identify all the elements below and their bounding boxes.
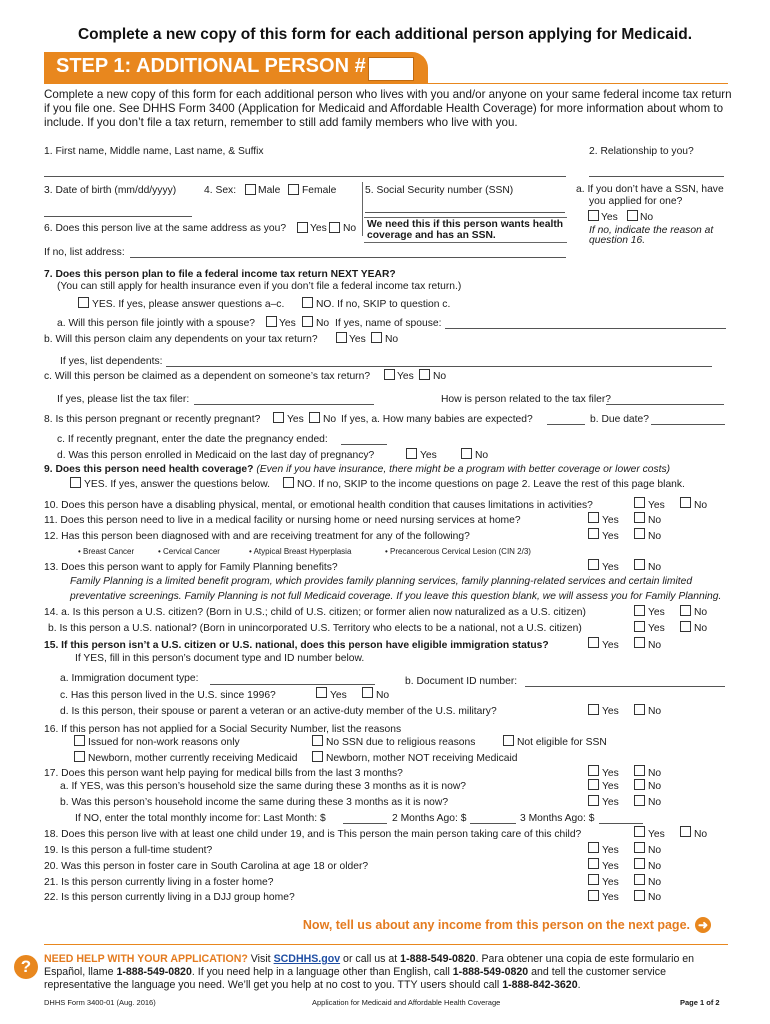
q12-item-breast-cancer: • Breast Cancer: [78, 547, 135, 556]
q20-label: 20. Was this person in foster care in South Carolina at age 18 or older?: [44, 861, 369, 872]
q21-yes-label: Yes: [602, 877, 619, 888]
q8c-label: c. If recently pregnant, enter the date the pregnancy ended:: [57, 434, 328, 445]
q21-yes-checkbox[interactable]: [588, 874, 599, 885]
since-1996-no-checkbox[interactable]: [362, 687, 373, 698]
q18-no-label: No: [694, 829, 708, 840]
q12-item-hyperplasia: • Atypical Breast Hyperplasia: [249, 547, 352, 556]
ssn-input[interactable]: [365, 212, 565, 213]
q13-no-label: No: [648, 562, 662, 573]
q19-yes-checkbox[interactable]: [588, 842, 599, 853]
q5a-label-1: a. If you don’t have a SSN, have: [576, 184, 724, 195]
q22-no-label: No: [648, 892, 662, 903]
q16-non-work-label: Issued for non-work reasons only: [88, 737, 240, 748]
help-lang: . If you need help in a language other than English, call: [191, 966, 450, 978]
q16-religious-label: No SSN due to religious reasons: [326, 737, 476, 748]
tax-file-yes-checkbox[interactable]: [78, 297, 89, 308]
q13-note-2: preventative screenings. Family Planning is not full Medicaid coverage. If you leave this question blank, we will assess you for Family Planning.: [70, 591, 722, 602]
q7c-label: c. Will this person be claimed as a dependent on someone’s tax return?: [44, 371, 371, 382]
enrolled-no-label: No: [475, 450, 489, 461]
help-lang-2: and tell the customer service representative the language you need. We’ll get you help at no cost to you. TTY users should call: [44, 966, 666, 991]
sex-female-checkbox[interactable]: [288, 184, 299, 195]
dependents-no-label: No: [385, 334, 399, 345]
q14b-yes-checkbox[interactable]: [634, 621, 645, 632]
pregnant-no-checkbox[interactable]: [309, 412, 320, 423]
header-divider: [428, 83, 728, 84]
joint-no-checkbox[interactable]: [302, 316, 313, 327]
q21-label: 21. Is this person currently living in a foster home?: [44, 877, 274, 888]
q17b-no-checkbox[interactable]: [634, 795, 645, 806]
q22-label: 22. Is this person currently living in a DJJ group home?: [44, 892, 295, 903]
q11-no-checkbox[interactable]: [634, 512, 645, 523]
q7-label: 7. Does this person plan to file a federal income tax return NEXT YEAR?: [44, 269, 396, 280]
two-months-income-input[interactable]: [470, 823, 516, 824]
q11-yes-label: Yes: [602, 515, 619, 526]
q17-no-checkbox[interactable]: [634, 765, 645, 776]
form-banner: Complete a new copy of this form for each additional person applying for Medicaid.: [77, 26, 693, 43]
q7c-filer-label: If yes, please list the tax filer:: [57, 394, 190, 405]
q18-yes-checkbox[interactable]: [634, 826, 645, 837]
q19-yes-label: Yes: [602, 845, 619, 856]
q22-yes-checkbox[interactable]: [588, 890, 599, 901]
filer-relation-input[interactable]: [606, 404, 724, 405]
person-number-input[interactable]: [368, 57, 414, 81]
joint-yes-label: Yes: [279, 318, 296, 329]
q17-no-label: No: [648, 768, 662, 779]
babies-input[interactable]: [547, 424, 585, 425]
q17-yes-checkbox[interactable]: [588, 765, 599, 776]
three-months-income-input[interactable]: [599, 823, 643, 824]
pregnancy-end-input[interactable]: [341, 444, 387, 445]
tax-file-no-checkbox[interactable]: [302, 297, 313, 308]
q19-no-label: No: [648, 845, 662, 856]
q12-yes-label: Yes: [602, 531, 619, 542]
q16-label: 16. If this person has not applied for a Social Security Number, list the reasons: [44, 724, 402, 735]
claimed-no-label: No: [433, 371, 447, 382]
q15b-label: b. Document ID number:: [405, 676, 518, 687]
q6-list-label: If no, list address:: [44, 247, 125, 258]
q14b-no-label: No: [694, 623, 708, 634]
q17b-label: b. Was this person’s household income the same during these 3 months as it is now?: [60, 797, 449, 808]
q10-no-checkbox[interactable]: [680, 497, 691, 508]
q17a-no-checkbox[interactable]: [634, 779, 645, 790]
help-end: .: [577, 979, 581, 991]
q17b-yes-checkbox[interactable]: [588, 795, 599, 806]
q9-label: 9. Does this person need health coverage?: [44, 464, 254, 475]
q14a-no-label: No: [694, 607, 708, 618]
claimed-yes-label: Yes: [397, 371, 414, 382]
q17b-no-label: No: [648, 797, 662, 808]
q12-no-label: No: [648, 531, 662, 542]
q4-label: 4. Sex:: [204, 185, 237, 196]
since-1996-no-label: No: [376, 690, 390, 701]
footer-form-number: DHHS Form 3400-01 (Aug. 2016): [44, 998, 156, 1007]
q9-row: [44, 464, 670, 476]
footer-page-number: Page 1 of 2: [680, 998, 720, 1007]
q7b-list-label: If yes, list dependents:: [60, 356, 163, 367]
coverage-no-checkbox[interactable]: [283, 477, 294, 488]
pregnant-yes-label: Yes: [287, 414, 304, 425]
arrow-right-icon[interactable]: ➜: [695, 917, 711, 933]
q16-newborn-medicaid-label: Newborn, mother currently receiving Medicaid: [88, 753, 298, 764]
step-title: STEP 1: ADDITIONAL PERSON #: [56, 55, 366, 77]
q10-label: 10. Does this person have a disabling physical, mental, or emotional health condition that causes limitations in activities?: [44, 500, 593, 511]
q10-no-label: No: [694, 500, 708, 511]
footer-title: Application for Medicaid and Affordable Health Coverage: [312, 998, 501, 1007]
intro-paragraph: Complete a new copy of this form for each additional person who lives with you and/or anyone on your same federal income tax return if you file one. See DHHS Form 3400 (Application for Medicaid and Affordable Health Coverage) for more information about whom to include. If you don’t file a tax return, remember to still add family members who live with you.: [44, 88, 732, 129]
q11-label: 11. Does this person need to live in a medical facility or nursing home or need nursing services at home?: [44, 515, 521, 526]
help-phone: 1-888-549-0820: [400, 953, 476, 965]
q8-label: 8. Is this person pregnant or recently pregnant?: [44, 414, 261, 425]
dependents-no-checkbox[interactable]: [371, 332, 382, 343]
q15-label: 15. If this person isn’t a U.S. citizen or U.S. national, does this person have eligible immigration status?: [44, 640, 549, 651]
q12-label: 12. Has this person been diagnosed with and are receiving treatment for any of the following?: [44, 531, 470, 542]
joint-no-label: No: [316, 318, 330, 329]
ssn-applied-yes-checkbox[interactable]: [588, 210, 599, 221]
pregnant-yes-checkbox[interactable]: [273, 412, 284, 423]
since-1996-yes-label: Yes: [330, 690, 347, 701]
pregnant-no-label: No: [323, 414, 337, 425]
ssn-divider: [362, 182, 363, 236]
veteran-yes-label: Yes: [602, 706, 619, 717]
q21-no-checkbox[interactable]: [634, 874, 645, 885]
veteran-no-label: No: [648, 706, 662, 717]
q5a-note-2: question 16.: [589, 235, 646, 246]
coverage-yes-checkbox[interactable]: [70, 477, 81, 488]
claimed-yes-checkbox[interactable]: [384, 369, 395, 380]
help-phone-3: 1-888-549-0820: [452, 966, 529, 978]
tax-filer-input[interactable]: [194, 404, 374, 405]
q16-not-eligible-label: Not eligible for SSN: [517, 737, 607, 748]
help-phone-2: 1-888-549-0820: [116, 966, 192, 978]
ssn-applied-yes-label: Yes: [601, 212, 618, 223]
q13-note-1: Family Planning is a limited benefit program, which provides family planning services, family planning-related services and certain limited: [70, 576, 693, 587]
q20-yes-checkbox[interactable]: [588, 858, 599, 869]
q17-m2-label: 2 Months Ago: $: [392, 813, 467, 824]
enrolled-no-checkbox[interactable]: [461, 448, 472, 459]
q14a-label: 14. a. Is this person a U.S. citizen? (Born in U.S.; child of U.S. citizen; or former alien now naturalized as a U.S. citizen): [44, 607, 586, 618]
veteran-yes-checkbox[interactable]: [588, 704, 599, 715]
q20-no-label: No: [648, 861, 662, 872]
q14b-label: b. Is this person a U.S. national? (Born in unincorporated U.S. Territory who elects to be a national, not a U.S. citizen): [48, 623, 582, 634]
q11-no-label: No: [648, 515, 662, 526]
enrolled-yes-label: Yes: [420, 450, 437, 461]
joint-yes-checkbox[interactable]: [266, 316, 277, 327]
last-month-income-input[interactable]: [343, 823, 387, 824]
q19-no-checkbox[interactable]: [634, 842, 645, 853]
q17b-yes-label: Yes: [602, 797, 619, 808]
help-spanish: . Para obtener una copia de este formulario en Español, llame: [44, 953, 695, 978]
q17a-label: a. If YES, was this person’s household size the same during these 3 months as it is now?: [60, 781, 466, 792]
dependents-input[interactable]: [166, 366, 712, 367]
ssn-applied-no-label: No: [640, 212, 654, 223]
q22-no-checkbox[interactable]: [634, 890, 645, 901]
q10-yes-label: Yes: [648, 500, 665, 511]
q15d-label: d. Is this person, their spouse or parent a veteran or an active-duty member of the U.S. military?: [60, 706, 497, 717]
q14a-yes-checkbox[interactable]: [634, 605, 645, 616]
help-text: [44, 953, 734, 992]
q9-note: (Even if you have insurance, there might be a program with better coverage or lower costs): [256, 464, 671, 475]
help-divider: [44, 944, 728, 945]
veteran-no-checkbox[interactable]: [634, 704, 645, 715]
q20-yes-label: Yes: [602, 861, 619, 872]
q15c-label: c. Has this person lived in the U.S. since 1996?: [60, 690, 276, 701]
q15-yes-label: Yes: [602, 640, 619, 651]
q14b-yes-label: Yes: [648, 623, 665, 634]
help-icon: ?: [14, 955, 38, 979]
q21-no-label: No: [648, 877, 662, 888]
help-tty: 1-888-842-3620: [502, 979, 578, 991]
enrolled-yes-checkbox[interactable]: [406, 448, 417, 459]
relationship-input[interactable]: [589, 176, 724, 177]
same-address-no-label: No: [343, 223, 357, 234]
help-heading: NEED HELP WITH YOUR APPLICATION?: [44, 953, 248, 965]
q8a-label: If yes, a. How many babies are expected?: [341, 414, 533, 425]
q13-label: 13. Does this person want to apply for Family Planning benefits?: [44, 562, 338, 573]
q12-item-cervical-cancer: • Cervical Cancer: [158, 547, 220, 556]
tax-file-yes-label: YES. If yes, please answer questions a–c.: [92, 299, 285, 310]
q7c-related-label: How is person related to the tax filer?: [441, 394, 611, 405]
tax-file-no-label: NO. If no, SKIP to question c.: [316, 299, 451, 310]
immigration-doc-input[interactable]: [210, 684, 375, 685]
q20-no-checkbox[interactable]: [634, 858, 645, 869]
help-site-link[interactable]: SCDHHS.gov: [273, 953, 341, 965]
q6-label: 6. Does this person live at the same address as you?: [44, 223, 287, 234]
q5a-note-1: If no, indicate the reason at: [589, 225, 714, 236]
q2-label: 2. Relationship to you?: [589, 146, 694, 157]
document-id-input[interactable]: [525, 686, 725, 687]
q14a-yes-label: Yes: [648, 607, 665, 618]
q7b-label: b. Will this person claim any dependents on your tax return?: [44, 334, 318, 345]
sex-male-checkbox[interactable]: [245, 184, 256, 195]
q16-newborn-not-medicaid-label: Newborn, mother NOT receiving Medicaid: [326, 753, 518, 764]
coverage-no-label: NO. If no, SKIP to the income questions on page 2. Leave the rest of this page blank.: [297, 479, 685, 490]
q3-label: 3. Date of birth (mm/dd/yyyy): [44, 185, 177, 196]
name-input[interactable]: [44, 176, 566, 177]
q5-label: 5. Social Security number (SSN): [365, 185, 514, 196]
q16-non-work-checkbox[interactable]: [74, 735, 85, 746]
q17-income-label: If NO, enter the total monthly income for: Last Month: $: [75, 813, 326, 824]
q14a-no-checkbox[interactable]: [680, 605, 691, 616]
q13-yes-label: Yes: [602, 562, 619, 573]
q12-no-checkbox[interactable]: [634, 528, 645, 539]
ssn-applied-no-checkbox[interactable]: [627, 210, 638, 221]
q17-yes-label: Yes: [602, 768, 619, 779]
q15-sub: If YES, fill in this person’s document type and ID number below.: [75, 653, 365, 664]
q16-newborn-not-medicaid-checkbox[interactable]: [312, 751, 323, 762]
q22-yes-label: Yes: [602, 892, 619, 903]
due-date-input[interactable]: [651, 424, 725, 425]
q14b-no-checkbox[interactable]: [680, 621, 691, 632]
q16-not-eligible-checkbox[interactable]: [503, 735, 514, 746]
q11-yes-checkbox[interactable]: [588, 512, 599, 523]
q7a-label: a. Will this person file jointly with a spouse?: [57, 318, 256, 329]
same-address-no-checkbox[interactable]: [329, 222, 340, 233]
since-1996-yes-checkbox[interactable]: [316, 687, 327, 698]
q5a-label-2: you applied for one?: [589, 196, 683, 207]
q17a-yes-checkbox[interactable]: [588, 779, 599, 790]
dependents-yes-checkbox[interactable]: [336, 332, 347, 343]
dependents-yes-label: Yes: [349, 334, 366, 345]
claimed-no-checkbox[interactable]: [419, 369, 430, 380]
q16-newborn-medicaid-checkbox[interactable]: [74, 751, 85, 762]
q12-item-cin: • Precancerous Cervical Lesion (CIN 2/3): [385, 547, 531, 556]
ssn-note: We need this if this person wants health coverage and has an SSN.: [364, 217, 567, 243]
spouse-name-input[interactable]: [445, 328, 726, 329]
q19-label: 19. Is this person a full-time student?: [44, 845, 213, 856]
q10-yes-checkbox[interactable]: [634, 497, 645, 508]
same-address-yes-label: Yes: [310, 223, 327, 234]
q8d-label: d. Was this person enrolled in Medicaid on the last day of pregnancy?: [57, 450, 375, 461]
q15-yes-checkbox[interactable]: [588, 637, 599, 648]
q7a-name-label: If yes, name of spouse:: [335, 318, 442, 329]
q17-m3-label: 3 Months Ago: $: [520, 813, 595, 824]
q16-religious-checkbox[interactable]: [312, 735, 323, 746]
sex-male-label: Male: [258, 185, 281, 196]
help-visit: Visit: [250, 953, 271, 965]
same-address-yes-checkbox[interactable]: [297, 222, 308, 233]
q8b-label: b. Due date?: [590, 414, 649, 425]
address-input[interactable]: [130, 257, 566, 258]
dob-input[interactable]: [44, 216, 192, 217]
q17a-no-label: No: [648, 781, 662, 792]
q18-label: 18. Does this person live with at least one child under 19, and is This person the main person taking care of this child?: [44, 829, 582, 840]
q17-label: 17. Does this person want help paying for medical bills from the last 3 months?: [44, 768, 403, 779]
q12-yes-checkbox[interactable]: [588, 528, 599, 539]
q18-yes-label: Yes: [648, 829, 665, 840]
q18-no-checkbox[interactable]: [680, 826, 691, 837]
q13-yes-checkbox[interactable]: [588, 559, 599, 570]
q15-no-checkbox[interactable]: [634, 637, 645, 648]
q7-sub: (You can still apply for health insurance even if you don’t file a federal income tax return.): [57, 281, 462, 292]
q1-label: 1. First name, Middle name, Last name, & Suffix: [44, 146, 264, 157]
next-page-prompt: Now, tell us about any income from this person on the next page.: [302, 918, 690, 932]
q17a-yes-label: Yes: [602, 781, 619, 792]
sex-female-label: Female: [302, 185, 337, 196]
q15a-label: a. Immigration document type:: [60, 673, 199, 684]
q13-no-checkbox[interactable]: [634, 559, 645, 570]
coverage-yes-label: YES. If yes, answer the questions below.: [84, 479, 271, 490]
help-call: or call us at: [343, 953, 398, 965]
q15-no-label: No: [648, 640, 662, 651]
